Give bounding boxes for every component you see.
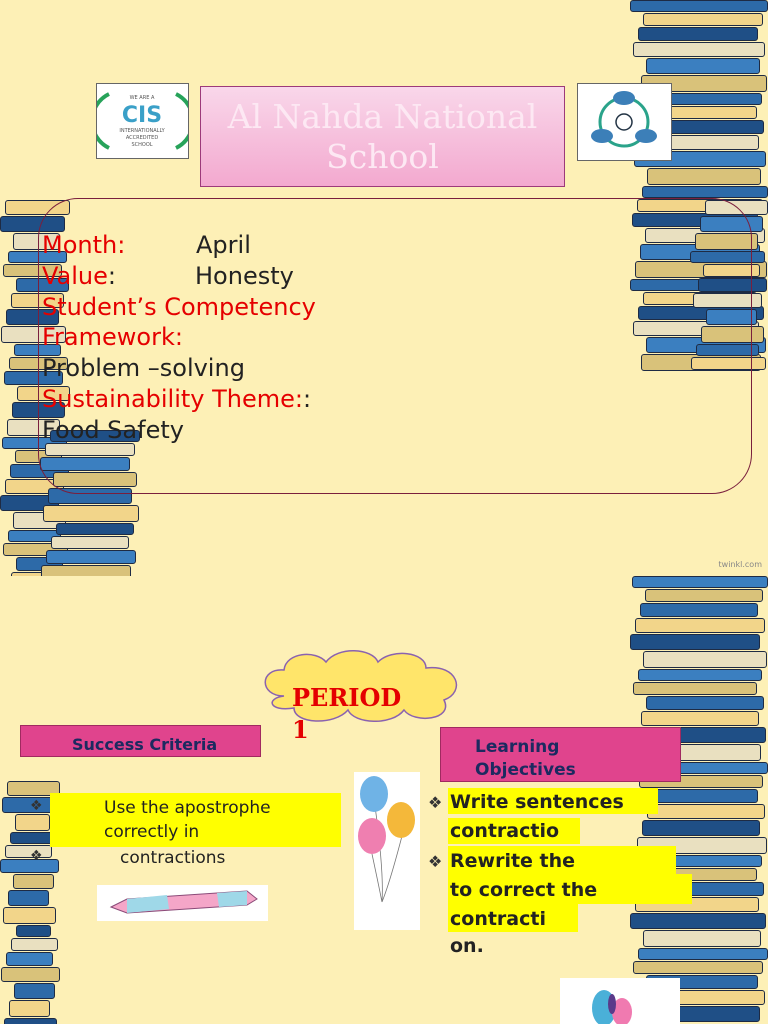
ribbon-graphic (97, 885, 268, 921)
objective-line-5: contracti (450, 908, 546, 930)
book-spine (638, 27, 758, 41)
book-spine (645, 589, 763, 602)
book-spine (6, 952, 53, 966)
book-spine (632, 576, 768, 588)
month-value: April (196, 231, 251, 259)
value-value: Honesty (195, 262, 294, 290)
book-spine (3, 907, 56, 924)
period-line-2: 1 (292, 715, 309, 744)
book-spine (643, 651, 767, 668)
book-spine (51, 536, 129, 549)
book-spine (640, 603, 758, 617)
value-row (42, 261, 294, 291)
success-criteria-line-2: correctly in (104, 822, 200, 842)
framework-diagram-graphic (578, 84, 671, 160)
book-spine (646, 58, 760, 74)
book-spine (8, 890, 49, 906)
balloons-image (354, 772, 420, 930)
book-spine (641, 711, 759, 726)
month-row (42, 230, 251, 260)
book-spine (633, 42, 765, 57)
book-spine (630, 634, 760, 650)
book-spine (642, 820, 760, 836)
book-spine (56, 523, 134, 535)
cis-logo (96, 83, 189, 159)
objective-line-1: Write sentences (450, 791, 624, 813)
sustainability-label: Sustainability Theme: (42, 385, 303, 413)
book-spine (647, 804, 765, 819)
success-criteria-line-3: contractions (120, 848, 226, 868)
book-spine (15, 814, 50, 831)
competency-label-line-2: Framework: (42, 323, 183, 351)
book-spine (13, 874, 54, 889)
book-spine (9, 1000, 50, 1017)
book-spine (630, 913, 766, 929)
success-criteria-line-1: Use the apostrophe (104, 798, 271, 818)
value-label: Value (42, 262, 108, 290)
sustainability-row (42, 384, 311, 414)
book-spine (4, 1018, 57, 1024)
school-title-box (200, 86, 565, 187)
book-spine (630, 0, 768, 12)
period-heading (292, 682, 422, 746)
month-label: Month: (42, 231, 126, 259)
book-spine (46, 550, 136, 564)
book-spine (643, 13, 763, 26)
sustainability-colon: : (303, 385, 312, 413)
book-spine (638, 669, 762, 681)
book-spine (646, 696, 764, 710)
book-spine (41, 565, 131, 576)
book-spine (1, 967, 60, 982)
butterfly-image (560, 978, 680, 1024)
competency-label-line-1: Student’s Competency (42, 293, 316, 321)
cis-logo-line-1: WE ARE A (129, 95, 155, 101)
slide-2 (0, 576, 768, 1024)
objective-line-4: to correct the (450, 879, 598, 901)
objective-bullet-2: ❖ (428, 852, 443, 871)
success-bullet-1: ❖ (30, 798, 43, 814)
twinkl-watermark: twinkl.com (718, 560, 762, 569)
cis-logo-line-4: ACCREDITED (125, 135, 159, 141)
objective-bullet-1: ❖ (428, 793, 443, 812)
competency-value: Problem –solving (42, 354, 245, 382)
book-spine (2, 797, 55, 813)
cis-logo-graphic (97, 84, 188, 158)
school-title: Al Nahda National School (227, 97, 538, 176)
balloons-graphic (354, 772, 420, 930)
book-spine (633, 961, 763, 974)
success-bullet-2: ❖ (30, 848, 43, 864)
book-spine (642, 186, 768, 198)
book-spine (638, 948, 768, 960)
book-spine (11, 938, 58, 951)
objective-line-6: on. (450, 935, 484, 957)
success-criteria-label: Success Criteria (72, 735, 218, 754)
cis-logo-line-3: INTERNATIONALLY (119, 128, 165, 134)
book-spine (635, 618, 765, 633)
ribbon-banner-image (97, 885, 268, 921)
book-spine (633, 682, 757, 695)
book-spine (43, 505, 139, 522)
book-spine (16, 925, 51, 937)
value-colon: : (107, 262, 116, 290)
book-spine (14, 983, 55, 999)
learning-objectives-label-line-1: Learning (475, 737, 560, 757)
framework-logo (577, 83, 672, 161)
book-spine (643, 930, 761, 947)
cis-logo-line-2: CIS (121, 103, 163, 128)
book-spine (5, 845, 52, 858)
learning-objectives-label-line-2: Objectives (475, 760, 576, 780)
objective-line-3: Rewrite the (450, 850, 576, 872)
objective-line-2: contractio (450, 820, 560, 842)
book-spine (647, 168, 761, 185)
cis-logo-line-5: SCHOOL (131, 142, 153, 148)
period-line-1: PERIOD (292, 683, 402, 712)
sustainability-value: Food Safety (42, 416, 184, 444)
butterfly-graphic (560, 978, 680, 1024)
